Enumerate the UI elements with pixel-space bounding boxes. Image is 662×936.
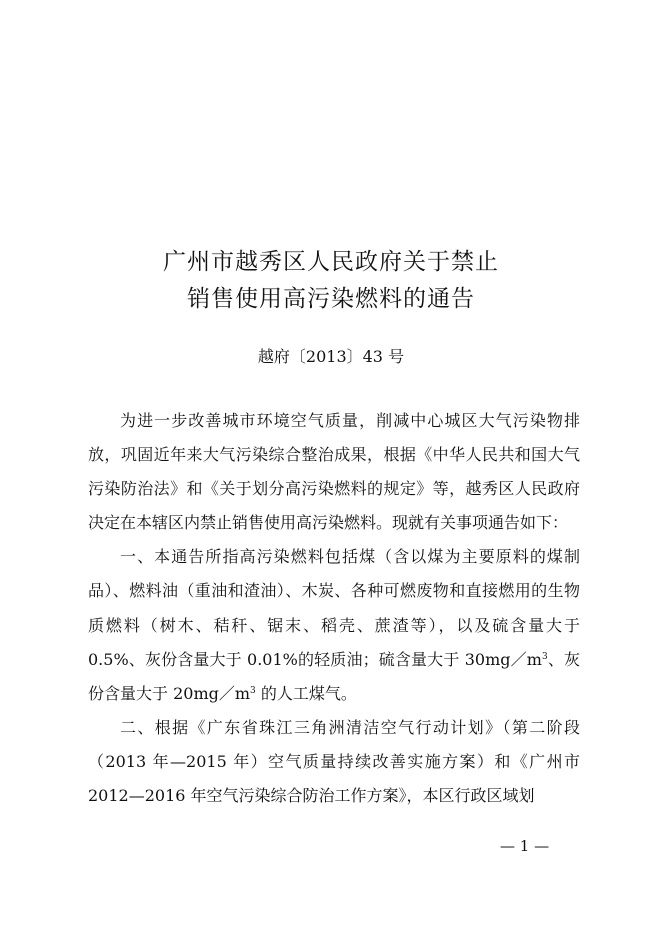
document-title-line-1: 广州市越秀区人民政府关于禁止	[163, 249, 499, 275]
item-1-text-c: 的人工煤气。	[255, 683, 357, 703]
paragraph-item-2: 二、根据《广东省珠江三角洲清洁空气行动计划》（第二阶段（2013 年—2015 年）空气质量持续改善实施方案）和《广州市 2012—2016 年空气污染综合防治工作方案》，本区行政区域划	[88, 717, 580, 806]
superscript-cubed-1: 3	[541, 651, 548, 662]
item-1-text-b: 、灰份含量大于 20mg／m	[88, 649, 580, 703]
item-1-text-a: 一、本通告所指高污染燃料包括煤（含以煤为主要原料的煤制品）、燃料油（重油和渣油）、木炭、各种可燃废物和直接燃用的生物质燃料（树木、秸秆、锯末、稻壳、蔗渣等），以及硫含量大于 0.5%、灰份含量大于 0.01%的轻质油；硫含量大于 30mg／m	[88, 547, 580, 669]
document-title-line-2: 销售使用高污染燃料的通告	[187, 286, 475, 312]
paragraph-item-1	[88, 540, 580, 710]
superscript-cubed-2: 3	[250, 685, 256, 696]
document-body	[88, 404, 580, 813]
document-number: 越府〔2013〕43 号	[257, 347, 405, 366]
paragraph-intro: 为进一步改善城市环境空气质量，削减中心城区大气污染物排放，巩固近年来大气污染综合整治成果，根据《中华人民共和国大气污染防治法》和《关于划分高污染燃料的规定》等，越秀区人民政府决定在本辖区内禁止销售使用高污染燃料。现就有关事项通告如下：	[88, 411, 580, 533]
page-number: — 1 —	[500, 837, 550, 855]
